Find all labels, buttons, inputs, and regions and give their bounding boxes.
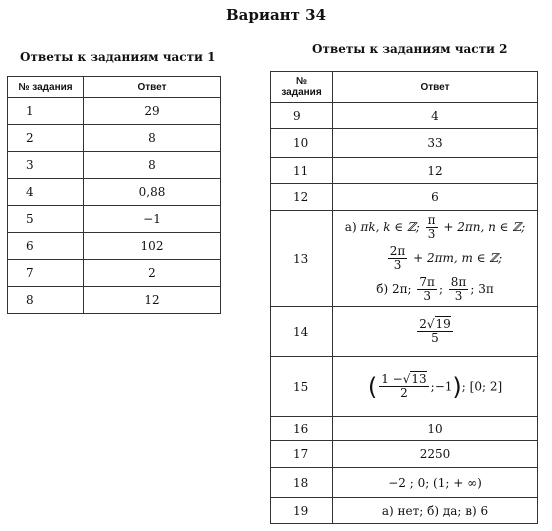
fraction: $\frac{2√19}{5}$ xyxy=(419,317,451,345)
column-header-task-number xyxy=(271,72,333,103)
task-number: 16 xyxy=(271,417,333,441)
task-number: 10 xyxy=(271,129,333,158)
table-header-row xyxy=(8,77,221,98)
answer-cell: 6 xyxy=(333,184,538,211)
task-number: 11 xyxy=(271,158,333,184)
fraction: $\frac{7\pi}{3}$ xyxy=(419,275,435,303)
task-number: 7 xyxy=(8,260,84,287)
task-number: 5 xyxy=(8,206,84,233)
fraction: $\frac{2\pi}{3}$ xyxy=(389,244,406,272)
column-header-answer: Ответ xyxy=(333,72,538,103)
header-task-word: задания xyxy=(281,87,322,98)
table-header-row xyxy=(271,72,538,103)
table-row xyxy=(271,184,538,211)
answer-cell-15: ( $\frac{1 -√13}{2}$ ;−1); [0; 2] xyxy=(333,357,538,417)
table-row xyxy=(271,307,538,357)
task-number: 19 xyxy=(271,498,333,524)
column-header-answer: Ответ xyxy=(84,77,221,98)
answer-cell-18: −2 ; 0; (1; + ∞) xyxy=(333,468,538,498)
answer-13b-line: б) 2π; $\frac{7\pi}{3}$ ; $\frac{8\pi}{3}$ ; 3π xyxy=(376,275,494,303)
answer-cell: 8 xyxy=(84,152,221,179)
table-row xyxy=(8,98,221,125)
table-row xyxy=(8,152,221,179)
answer-13a-line1: а) πk, k ∈ ℤ; $\frac{\pi}{3}$ + 2πn, n ∈ ℤ; xyxy=(344,213,526,241)
answer-cell: 29 xyxy=(84,98,221,125)
task-number: 8 xyxy=(8,287,84,314)
fraction: $\frac{1 -√13}{2}$ xyxy=(381,372,427,400)
table-row xyxy=(271,103,538,129)
page-title: Вариант 34 xyxy=(225,6,327,24)
table-row xyxy=(8,287,221,314)
task-number: 17 xyxy=(271,441,333,468)
task-number: 15 xyxy=(271,357,333,417)
answer-cell: 0,88 xyxy=(84,179,221,206)
table-row xyxy=(8,179,221,206)
column-header-task-number: № задания xyxy=(8,77,84,98)
answer-cell: 2 xyxy=(84,260,221,287)
task-number: 2 xyxy=(8,125,84,152)
table-row xyxy=(8,125,221,152)
task-number: 4 xyxy=(8,179,84,206)
answer-cell: 10 xyxy=(333,417,538,441)
answer-cell-19: а) нет; б) да; в) 6 xyxy=(333,498,538,524)
table-row xyxy=(271,441,538,468)
table-row xyxy=(271,357,538,417)
task-number: 9 xyxy=(271,103,333,129)
task-number: 18 xyxy=(271,468,333,498)
answer-cell: 8 xyxy=(84,125,221,152)
part1-heading: Ответы к заданиям части 1 xyxy=(20,50,216,64)
table-row xyxy=(8,260,221,287)
task-number: 3 xyxy=(8,152,84,179)
part1-answers-table xyxy=(7,76,221,314)
table-row xyxy=(271,129,538,158)
table-row xyxy=(271,498,538,524)
answer-cell-13 xyxy=(333,211,538,307)
answer-cell: 102 xyxy=(84,233,221,260)
answer-cell: 2250 xyxy=(333,441,538,468)
fraction: $\frac{\pi}{3}$ xyxy=(427,213,436,241)
task-number: 14 xyxy=(271,307,333,357)
table-row xyxy=(271,417,538,441)
answer-cell: 12 xyxy=(84,287,221,314)
answer-cell: 12 xyxy=(333,158,538,184)
fraction: $\frac{8\pi}{3}$ xyxy=(450,275,467,303)
answer-cell: −1 xyxy=(84,206,221,233)
answer-cell: 4 xyxy=(333,103,538,129)
table-row xyxy=(8,206,221,233)
task-number: 12 xyxy=(271,184,333,211)
task-number: 1 xyxy=(8,98,84,125)
header-number-sign: № xyxy=(295,76,308,87)
table-row xyxy=(271,158,538,184)
part2-answers-table xyxy=(270,71,538,524)
part2-heading: Ответы к заданиям части 2 xyxy=(312,42,508,56)
table-row xyxy=(271,468,538,498)
table-row xyxy=(271,211,538,307)
answer-cell-14 xyxy=(333,307,538,357)
table-row xyxy=(8,233,221,260)
answer-cell: 33 xyxy=(333,129,538,158)
answer-13a-line2: $\frac{2\pi}{3}$ + 2πm, m ∈ ℤ; xyxy=(389,244,503,272)
task-number: 6 xyxy=(8,233,84,260)
task-number: 13 xyxy=(271,211,333,307)
